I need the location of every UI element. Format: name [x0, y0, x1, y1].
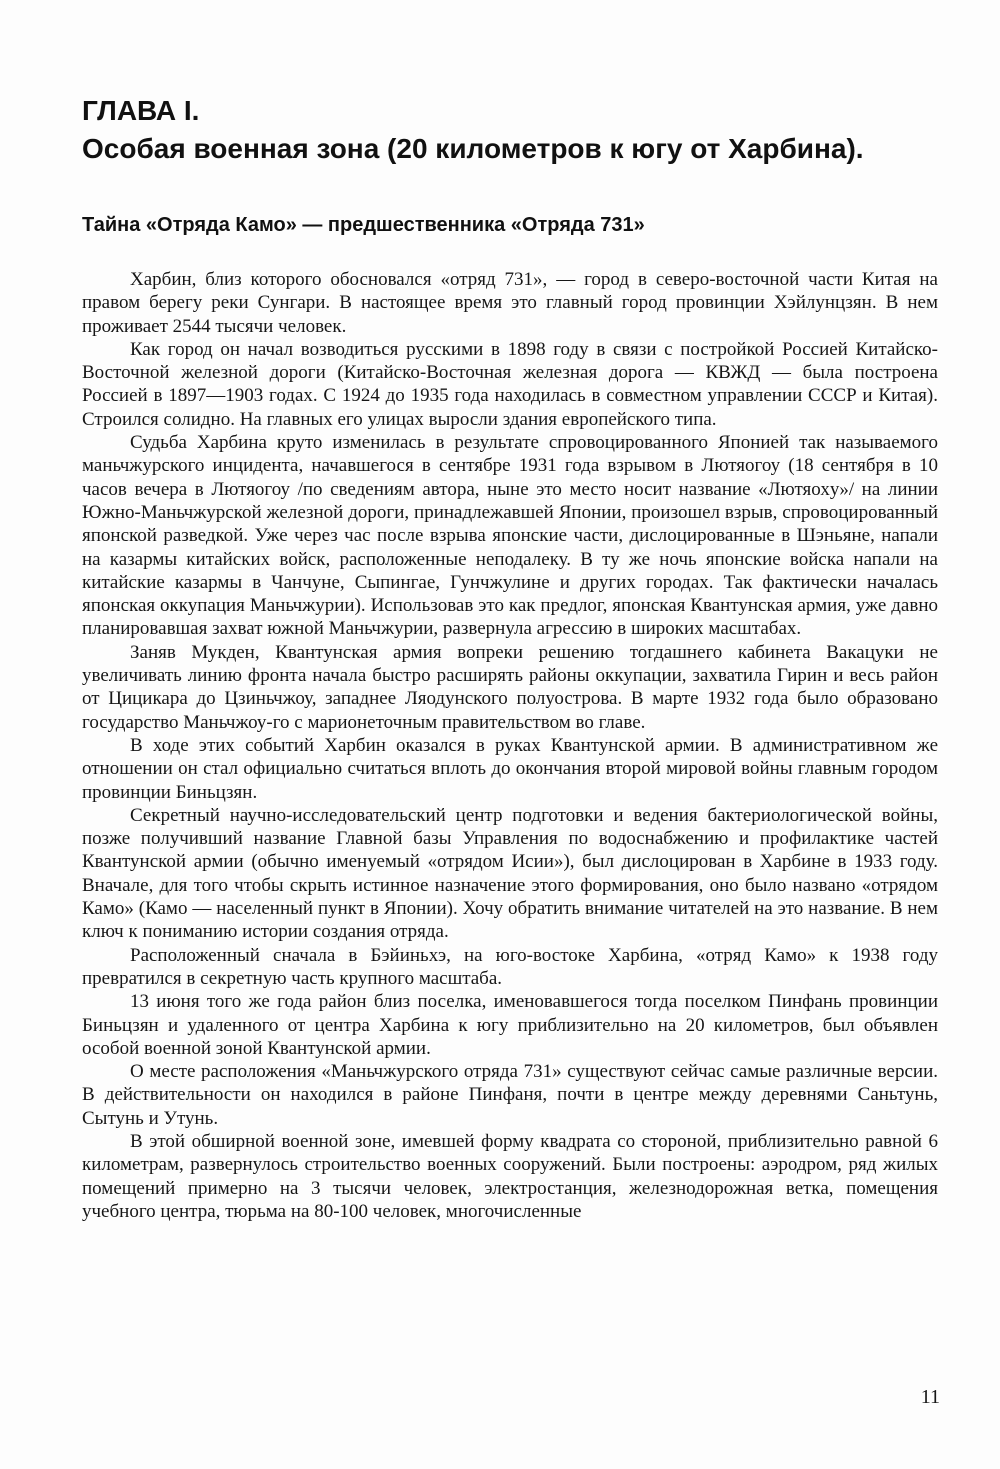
- chapter-label: ГЛАВА I.: [82, 95, 200, 126]
- paragraph: Судьба Харбина круто изменилась в результате спровоцированного Японией так называемого маньчжурского инцидента, начавшегося в сентябре 1931 года взрывом в Лютяогоу (18 сентября в 10 часов вечера в Лютяогоу /по сведениям автора, ныне это место носит название «Лютяохy»/ на линии Южно-Маньчжурской железной дороги, принадлежавшей Японии, произошел взрыв, спровоцированный японской разведкой. Уже через час после взрыва японские части, дислоцированные в Шэньяне, напали на казармы китайских войск, расположенные неподалеку. В ту же ночь японские войска напали на китайские казармы в Чанчуне, Сыпингае, Гунчжулине и других городах. Так фактически началась японская оккупация Маньчжурии). Использовав это как предлог, японская Квантунская армия, уже давно планировавшая захват южной Маньчжурии, развернула агрессию в широких масштабах.: [82, 432, 938, 640]
- section-heading: Тайна «Отряда Камо» — предшественника «Отряда 731»: [82, 214, 645, 236]
- paragraph: Как город он начал возводиться русскими в 1898 году в связи с постройкой Россией Китайско-Восточной железной дороги (Китайско-Восточная железная дорога — КВЖД — была построена Россией в 1897—1903 годах. С 1924 до 1935 года находилась в совместном управлении СССР и Китая). Строился солидно. На главных его улицах выросли здания европейского типа.: [82, 338, 938, 430]
- paragraph: Расположенный сначала в Бэйиньхэ, на юго-востоке Харбина, «отряд Камо» к 1938 году превратился в секретную часть крупного масштаба.: [82, 944, 938, 989]
- chapter-subtitle: Особая военная зона (20 километров к югу от Харбина).: [82, 133, 864, 164]
- paragraph: 13 июня того же года район близ поселка, именовавшегося тогда поселком Пинфань провинции Биньцзян и удаленного от центра Харбина к югу приблизительно на 20 километров, был объявлен особой военной зоной Квантунской армии.: [82, 991, 938, 1059]
- page-number: 11: [920, 1386, 940, 1408]
- chapter-title: [82, 92, 962, 168]
- paragraph: В этой обширной военной зоне, имевшей форму квадрата со стороной, приблизительно равной 6 километрам, развернулось строительство военных сооружений. Были построены: аэродром, ряд жилых помещений примерно на 3 тысячи человек, электростанция, железнодорожная ветка, помещения учебного центра, тюрьма на 80-100 человек, многочисленные: [82, 1130, 938, 1222]
- paragraph: Харбин, близ которого обосновался «отряд 731», — город в северо-восточной части Китая на правом берегу реки Сунгари. В настоящее время это главный город провинции Хэйлунцзян. В нем проживает 2544 тысячи человек.: [82, 269, 938, 337]
- paragraph: В ходе этих событий Харбин оказался в руках Квантунской армии. В административном же отношении он стал официально считаться вплоть до окончания второй мировой войны главным городом провинции Биньцзян.: [82, 734, 938, 803]
- paragraph: Заняв Мукден, Квантунская армия вопреки решению тогдашнего кабинета Вакацуки не увеличивать линию фронта начала быстро расширять районы оккупации, захватила Гирин и весь район от Цицикара до Цзиньчжоу, западнее Ляодунского полуострова. В марте 1932 года было образовано государство Маньчжоу-го с марионеточным правительством во главе.: [82, 641, 938, 733]
- paragraph: Секретный научно-исследовательский центр подготовки и ведения бактериологической войны, позже получивший название Главной базы Управления по водоснабжению и профилактике частей Квантунской армии (обычно именуемый «отрядом Исии»), был дислоцирован в Харбине в 1933 году. Вначале, для того чтобы скрыть истинное назначение этого формирования, оно было названо «отрядом Камо» (Камо — населенный пункт в Японии). Хочу обратить внимание читателей на это название. В нем ключ к пониманию истории создания отряда.: [82, 804, 938, 943]
- paragraph: О месте расположения «Маньчжурского отряда 731» существуют сейчас самые различные версии. В действительности он находился в районе Пинфаня, почти в центре между деревнями Саньтунь, Сытунь и Утунь.: [82, 1061, 938, 1129]
- body-text: [82, 268, 938, 1223]
